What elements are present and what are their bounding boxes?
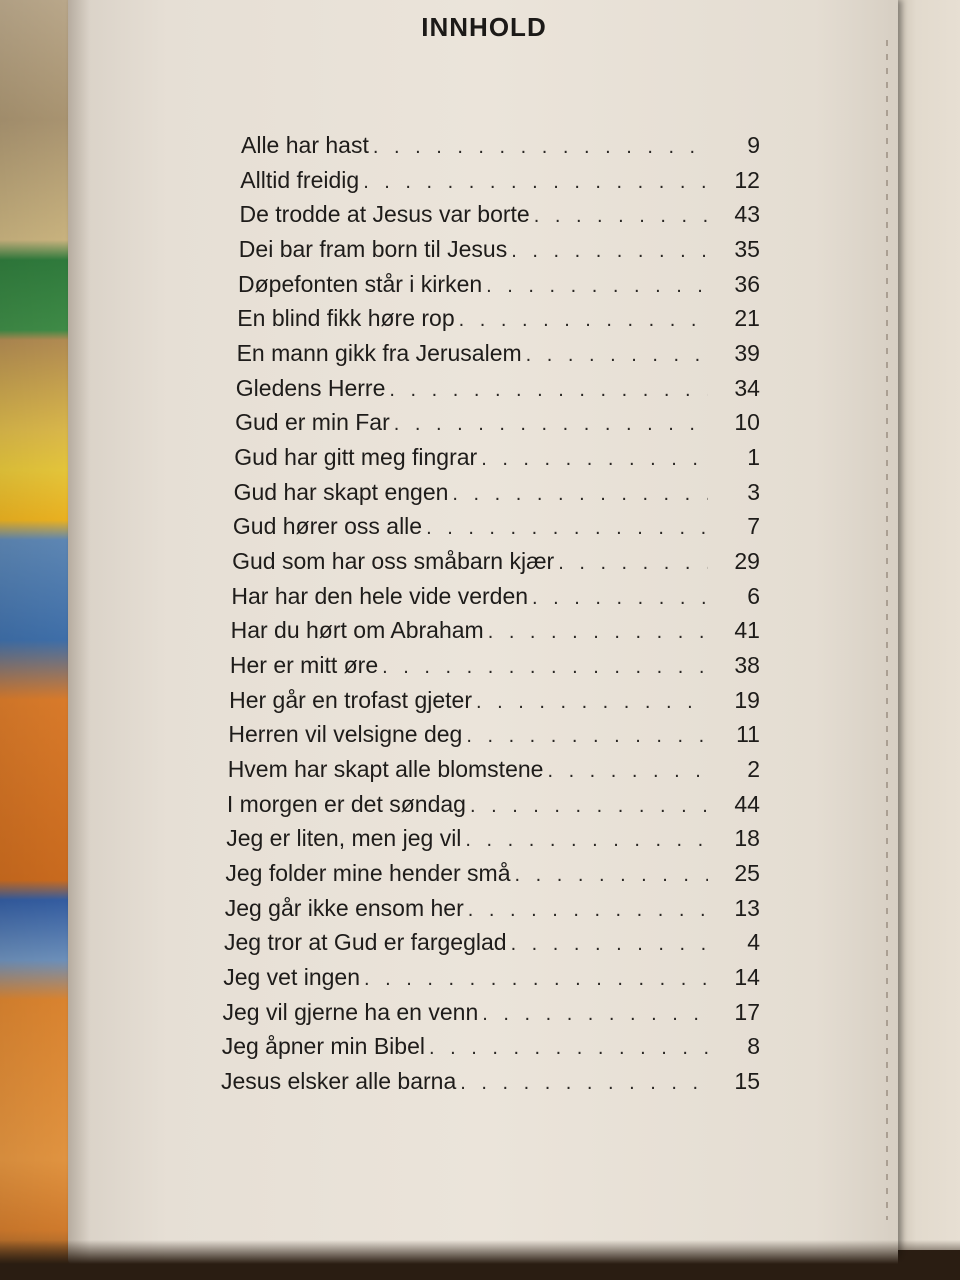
toc-entry-title: Gud har gitt meg fingrar <box>234 444 478 470</box>
toc-dot-leader <box>558 552 708 575</box>
toc-entry-title: Har du hørt om Abraham <box>230 617 484 644</box>
toc-dot-leader <box>476 691 708 714</box>
toc-entry <box>223 964 760 994</box>
toc-entry-page-number: 8 <box>747 1033 760 1060</box>
toc-dot-leader <box>488 621 708 644</box>
toc-entry-page-number: 41 <box>734 617 760 644</box>
toc-entry-title: Gud har skapt engen <box>233 478 449 505</box>
toc-dot-leader <box>511 240 708 263</box>
toc-entry <box>240 167 760 197</box>
toc-entry-title: Alltid freidig <box>240 166 360 193</box>
toc-entry-page-number: 35 <box>734 236 760 262</box>
toc-dot-leader <box>460 1072 708 1095</box>
toc-dot-leader <box>426 517 708 540</box>
toc-entry-page-number: 43 <box>734 201 760 228</box>
toc-entry <box>222 1033 760 1063</box>
toc-dot-leader <box>486 275 708 298</box>
toc-entry-page-number: 2 <box>747 756 760 782</box>
toc-entry-page-number: 12 <box>734 166 760 193</box>
toc-entry-title: Herren vil velsigne deg <box>228 721 463 748</box>
toc-dot-leader <box>526 344 708 367</box>
toc-dot-leader <box>534 205 708 228</box>
toc-entry-page-number: 19 <box>734 686 760 713</box>
toc-dot-leader <box>465 829 708 852</box>
toc-entry <box>238 271 760 301</box>
toc-dot-leader <box>470 795 708 818</box>
toc-entry-title: Gud hører oss alle <box>232 513 423 540</box>
toc-entry-title: Her går en trofast gjeter <box>229 686 472 713</box>
toc-entry-title: Døpefonten står i kirken <box>238 270 483 297</box>
toc-entry-page-number: 36 <box>734 270 760 297</box>
toc-dot-leader <box>394 413 708 436</box>
toc-dot-leader <box>364 968 708 991</box>
toc-dot-leader <box>459 309 708 332</box>
toc-entry <box>225 860 760 890</box>
toc-entry-title: En blind fikk høre rop <box>237 305 455 332</box>
toc-entry-page-number: 14 <box>734 964 760 990</box>
toc-entry-page-number: 38 <box>734 652 760 678</box>
toc-entry-page-number: 7 <box>747 513 760 540</box>
toc-entry <box>234 479 760 509</box>
toc-entry-title: Har har den hele vide verden <box>231 582 529 609</box>
toc-entry <box>231 617 760 647</box>
toc-entry-page-number: 11 <box>736 721 760 748</box>
toc-entry-page-number: 10 <box>734 409 760 436</box>
toc-entry-title: Hvem har skapt alle blomstene <box>227 756 544 782</box>
toc-entry <box>224 929 760 959</box>
toc-dot-leader <box>373 136 708 159</box>
toc-entry <box>233 513 760 543</box>
toc-entry-title: Jeg vet ingen <box>223 964 361 990</box>
toc-entry-title: Jeg går ikke ensom her <box>224 894 464 921</box>
toc-dot-leader <box>466 725 708 748</box>
toc-entry <box>239 236 760 266</box>
toc-entry-page-number: 15 <box>734 1068 760 1094</box>
toc-entry <box>227 791 760 821</box>
toc-entry-page-number: 25 <box>734 860 760 886</box>
toc-entry <box>235 409 760 439</box>
toc-entry-title: Jeg er liten, men jeg vil <box>226 825 462 852</box>
toc-entry-page-number: 3 <box>747 478 760 505</box>
toc-entry-title: Gud som har oss småbarn kjær <box>232 548 555 574</box>
toc-entry <box>225 895 760 925</box>
toc-entry <box>236 375 760 405</box>
toc-entry-page-number: 17 <box>734 998 760 1025</box>
toc-dot-leader <box>515 864 708 887</box>
toc-entry <box>228 721 760 751</box>
toc-entry-title: De trodde at Jesus var borte <box>239 201 530 228</box>
toc-entry-page-number: 29 <box>734 548 760 574</box>
toc-entry-title: Jeg folder mine hender små <box>225 860 511 886</box>
toc-dot-leader <box>429 1037 708 1060</box>
toc-entry <box>226 825 760 855</box>
toc-entry <box>241 132 760 162</box>
toc-entry-title: Gud er min Far <box>235 409 390 436</box>
toc-entry-title: Alle har hast <box>241 132 369 158</box>
toc-entry <box>230 652 760 682</box>
toc-entry-page-number: 34 <box>734 374 760 401</box>
toc-entry <box>228 756 760 786</box>
toc-entry-page-number: 1 <box>747 444 760 470</box>
toc-dot-leader <box>363 171 708 194</box>
toc-dot-leader <box>468 899 708 922</box>
toc-dot-leader <box>382 656 708 679</box>
toc-entry-title: Her er mitt øre <box>229 652 379 678</box>
toc-entry-page-number: 21 <box>734 305 760 332</box>
toc-entry <box>237 305 760 335</box>
toc-entry <box>232 548 760 578</box>
toc-entry <box>240 201 761 231</box>
page-title: INNHOLD <box>421 12 547 42</box>
toc-entry <box>229 687 760 717</box>
toc-entry-title: Gledens Herre <box>235 374 386 401</box>
toc-entry-page-number: 6 <box>747 582 760 609</box>
toc-entry-page-number: 18 <box>734 825 760 852</box>
toc-dot-leader <box>452 483 708 506</box>
toc-entry-page-number: 39 <box>734 340 760 366</box>
toc-entry-title: Jeg tror at Gud er fargeglad <box>224 929 507 956</box>
toc-entry-page-number: 44 <box>734 790 760 817</box>
toc-entry-title: En mann gikk fra Jerusalem <box>236 340 522 366</box>
toc-entry <box>234 444 760 474</box>
toc-dot-leader <box>547 760 708 783</box>
toc-dot-leader <box>389 379 708 402</box>
toc-entry <box>223 999 761 1029</box>
toc-entry-title: I morgen er det søndag <box>226 790 466 817</box>
toc-entry <box>237 340 760 370</box>
toc-entry-page-number: 13 <box>734 894 760 921</box>
toc-entry-page-number: 9 <box>747 132 760 158</box>
toc-dot-leader <box>511 933 708 956</box>
toc-entry <box>231 583 760 613</box>
toc-entry-title: Dei bar fram born til Jesus <box>238 236 508 262</box>
toc-entry <box>221 1068 760 1098</box>
toc-dot-leader <box>532 587 708 610</box>
toc-entry-page-number: 4 <box>747 929 760 956</box>
toc-dot-leader <box>482 1003 708 1026</box>
toc-dot-leader <box>481 448 708 471</box>
toc-entry-title: Jesus elsker alle barna <box>221 1068 457 1094</box>
toc-entry-title: Jeg vil gjerne ha en venn <box>222 998 479 1025</box>
toc-entry-title: Jeg åpner min Bibel <box>221 1033 425 1060</box>
